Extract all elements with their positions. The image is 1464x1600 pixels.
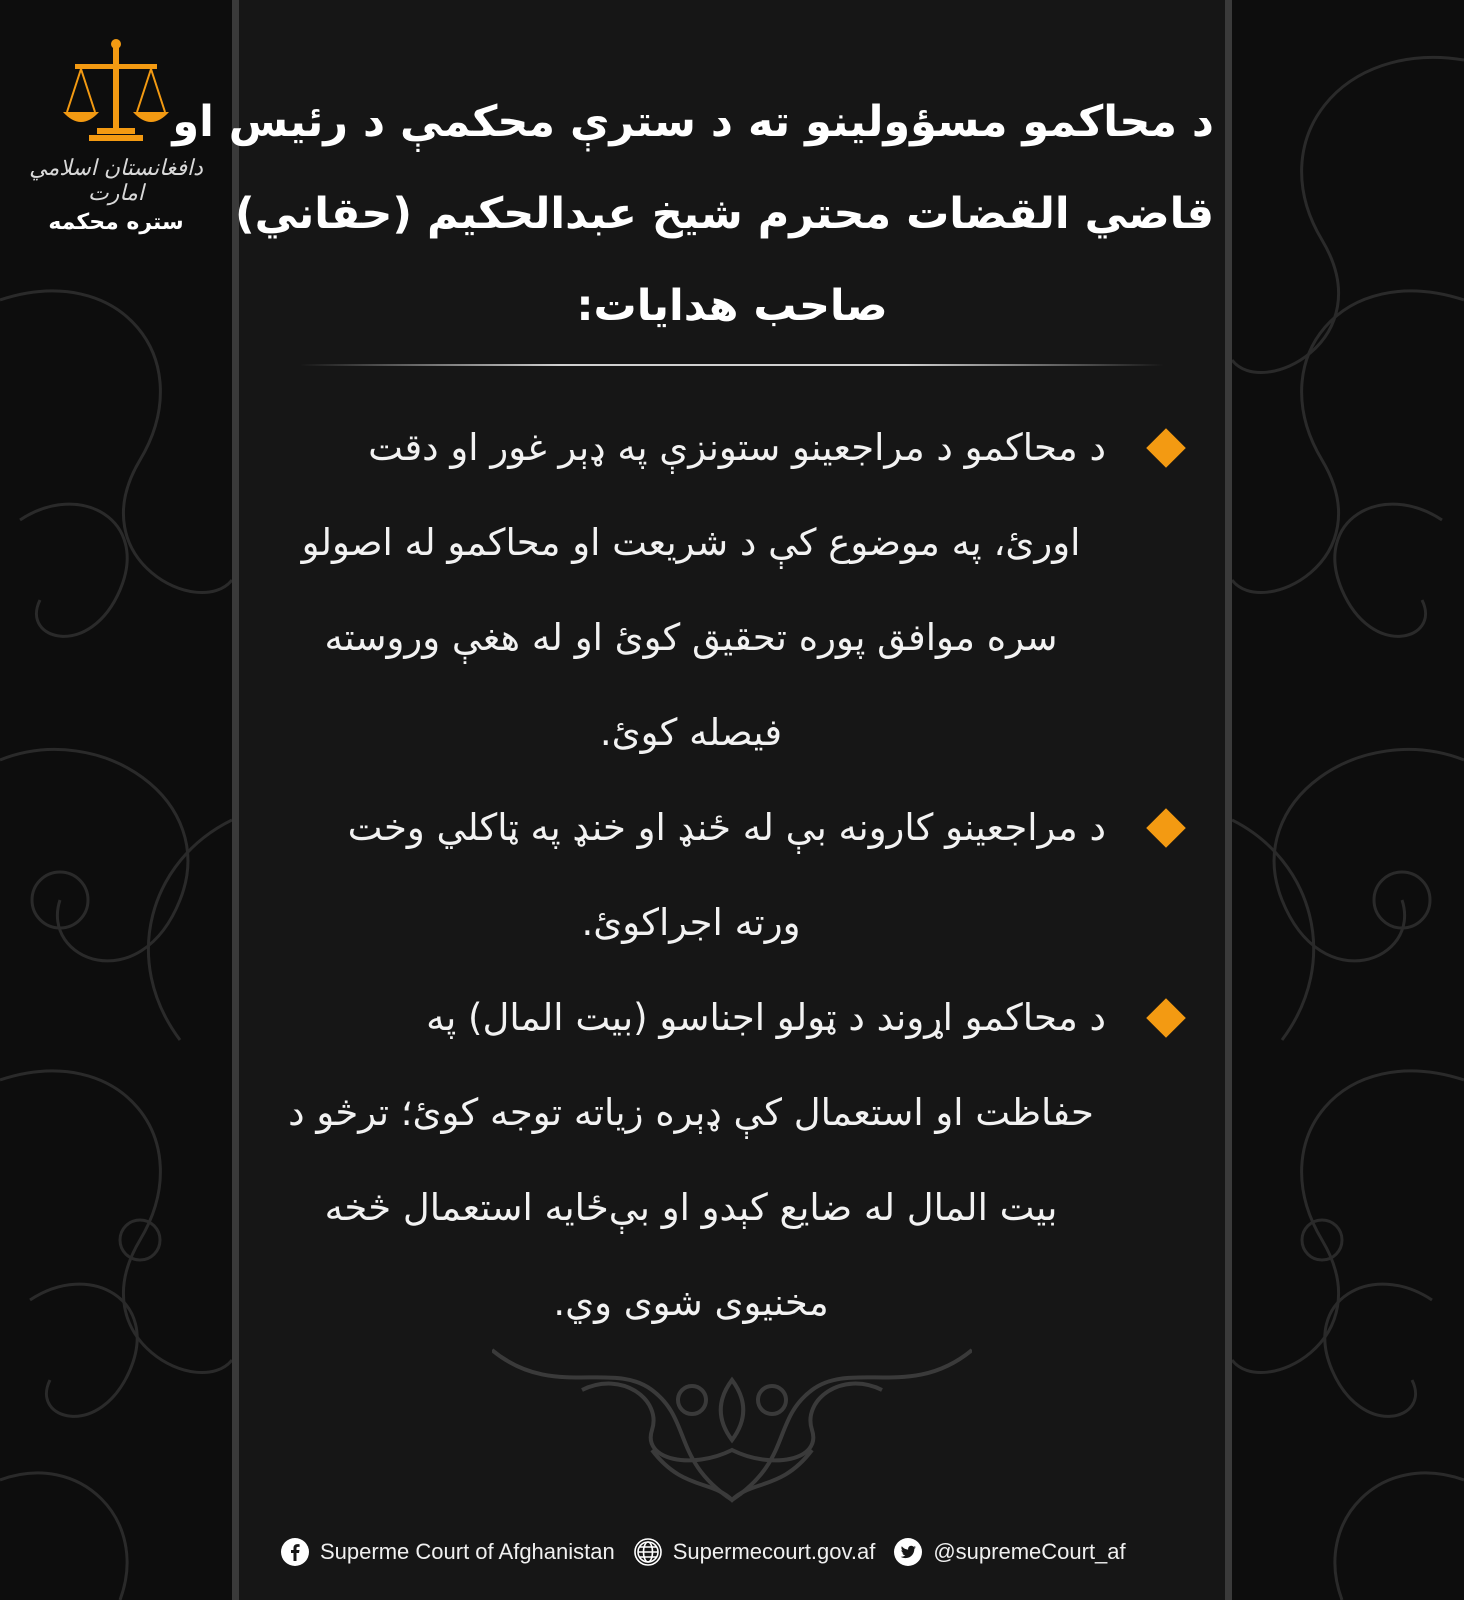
list-item xyxy=(262,780,1202,970)
title-line-2: قاضي القضات محترم شیخ عبدالحکیم (حقاني) xyxy=(235,189,1214,239)
list-item-line: حفاظت او استعمال کې ډېره زیاته توجه کوئ؛ ترڅو د xyxy=(288,1091,1094,1134)
list-item-line: د محاکمو د مراجعینو ستونزې په ډېر غور او دقت xyxy=(368,426,1106,469)
list-item xyxy=(262,970,1202,1350)
footer-social-bar xyxy=(280,1532,1160,1572)
logo-script-text: دافغانستان اسلامي امارت xyxy=(29,156,203,206)
list-item-line: مخنیوی شوی وي. xyxy=(553,1281,829,1324)
list-item-line: سره موافق پوره تحقیق کوئ او له هغې وروسته xyxy=(324,616,1058,659)
list-item-line: د محاکمو اړوند د ټولو اجناسو (بیت المال) په xyxy=(426,996,1106,1039)
bottom-ornament xyxy=(492,1340,972,1510)
website-link[interactable] xyxy=(633,1537,876,1567)
list-item-line: اورئ، په موضوع کې د شریعت او محاکمو له اصولو xyxy=(301,521,1081,564)
twitter-label: @supremeCourt_af xyxy=(933,1539,1126,1564)
title-line-3: صاحب هدایات: xyxy=(576,281,888,331)
directives-list xyxy=(262,400,1202,1350)
list-item xyxy=(262,400,1202,780)
scales-of-justice-icon xyxy=(61,36,171,146)
right-ornament-pattern xyxy=(1232,0,1464,1600)
left-ornament-pattern xyxy=(0,0,232,1600)
facebook-link[interactable] xyxy=(280,1537,615,1567)
diamond-bullet-icon xyxy=(1146,808,1186,848)
page-title xyxy=(172,76,1214,352)
left-ornament-panel xyxy=(0,0,232,1600)
logo-court-name: ستره محکمه xyxy=(48,210,184,235)
website-label: Supermecourt.gov.af xyxy=(672,1539,876,1564)
right-ornament-panel xyxy=(1232,0,1464,1600)
list-item-line: ورته اجراکوئ. xyxy=(581,901,801,944)
twitter-link[interactable] xyxy=(893,1537,1125,1567)
facebook-icon xyxy=(280,1537,310,1567)
list-item-line: فیصله کوئ. xyxy=(599,711,783,754)
twitter-icon xyxy=(893,1537,923,1567)
list-item-line: بیت المال له ضایع کېدو او بې‌ځایه استعمال څخه xyxy=(324,1186,1058,1229)
diamond-bullet-icon xyxy=(1146,428,1186,468)
list-item-line: د مراجعینو کارونه بې له ځنډ او خنډ په ټاکلي وخت xyxy=(347,806,1106,849)
title-line-1: د محاکمو مسؤولینو ته د سترې محکمې د رئیس او xyxy=(172,97,1214,147)
title-divider xyxy=(300,364,1164,366)
diamond-bullet-icon xyxy=(1146,998,1186,1038)
facebook-label: Superme Court of Afghanistan xyxy=(320,1539,615,1564)
globe-icon xyxy=(633,1537,663,1567)
